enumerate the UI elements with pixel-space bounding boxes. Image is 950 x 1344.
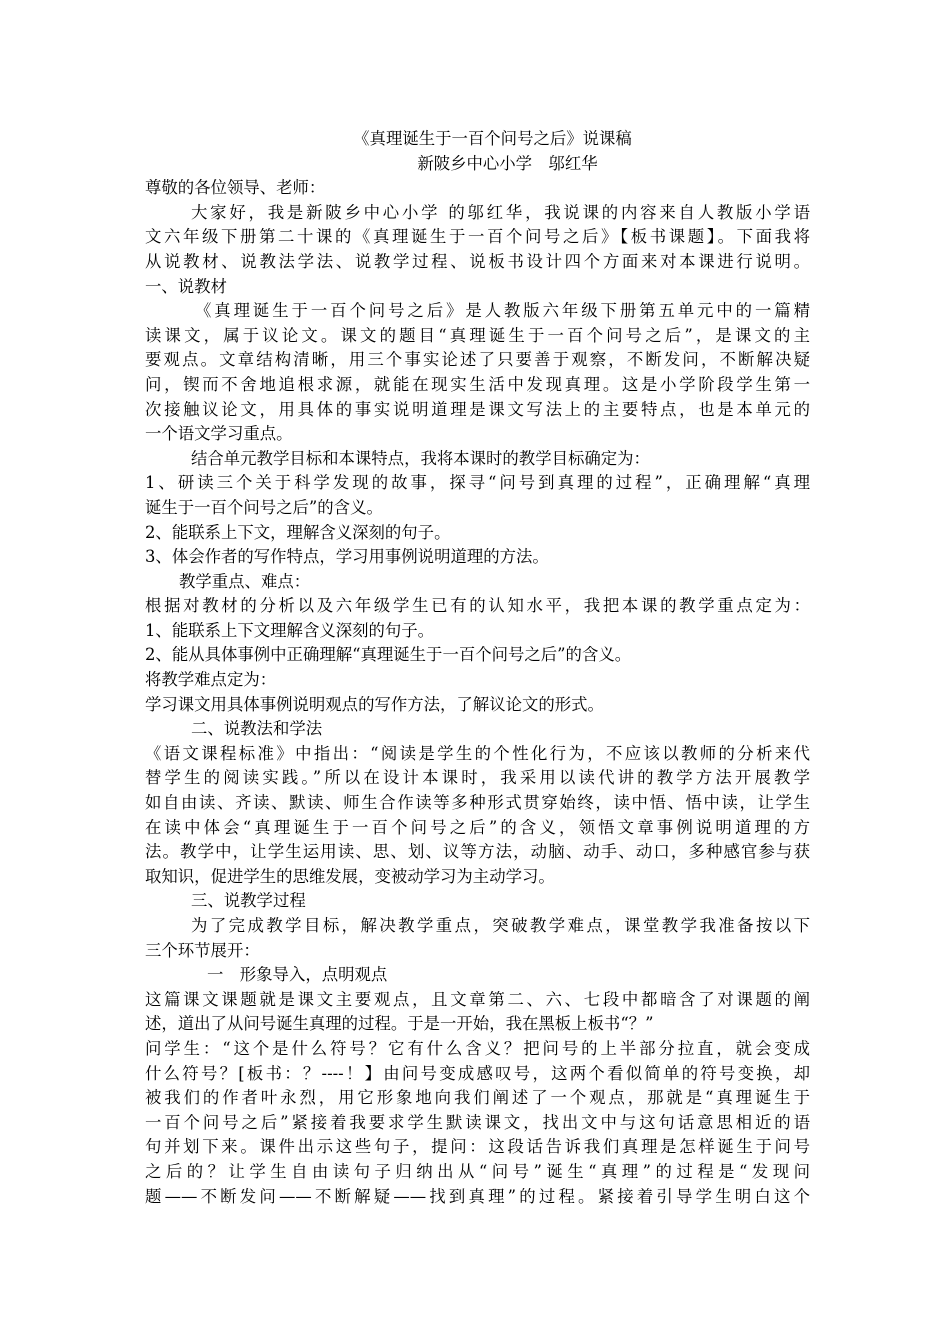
text-line: 之后的？让学生自由读句子归纳出从“问号”诞生“真理”的过程是“发现问 bbox=[145, 1161, 810, 1181]
text-line: 这篇课文课题就是课文主要观点，且文章第二、六、七段中都暗含了对课题的阐 bbox=[145, 989, 810, 1009]
text-line: 取知识，促进学生的思维发展，变被动学习为主动学习。 bbox=[145, 866, 555, 886]
text-line: 次接触议论文，用具体的事实说明道理是课文写法上的主要特点，也是本单元的 bbox=[145, 399, 810, 419]
text-line: 二、说教法和学法 bbox=[191, 719, 323, 739]
text-line: 教学重点、难点： bbox=[179, 571, 311, 591]
text-line: 问学生：“这个是什么符号？它有什么含义？把问号的上半部分拉直，就会变成 bbox=[145, 1038, 810, 1058]
text-line: 被我们的作者叶永烈，用它形象地向我们阐述了一个观点，那就是“真理诞生于 bbox=[145, 1088, 810, 1108]
text-line: 法。教学中，让学生运用读、思、划、议等方法，动脑、动手、动口，多种感官参与获 bbox=[145, 842, 810, 862]
text-line: 三、说教学过程 bbox=[191, 891, 306, 911]
text-line: 句并划下来。课件出示这些句子，提问：这段话告诉我们真理是怎样诞生于问号 bbox=[145, 1137, 810, 1157]
text-line: 述，道出了从问号诞生真理的过程。于是一开始，我在黑板上板书“？” bbox=[145, 1014, 654, 1034]
text-line: 结合单元教学目标和本课特点，我将本课时的教学目标确定为： bbox=[191, 448, 650, 468]
text-line: 3、体会作者的写作特点，学习用事例说明道理的方法。 bbox=[145, 547, 549, 567]
text-line: 学习课文用具体事例说明观点的写作方法，了解议论文的形式。 bbox=[145, 694, 604, 714]
text-line: 尊敬的各位领导、老师： bbox=[145, 178, 326, 198]
text-line: 根据对教材的分析以及六年级学生已有的认知水平，我把本课的教学重点定为： bbox=[145, 596, 810, 616]
text-line: 《语文课程标准》中指出：“阅读是学生的个性化行为，不应该以教师的分析来代 bbox=[145, 743, 810, 763]
text-line: 一 形象导入，点明观点 bbox=[207, 965, 388, 985]
text-line: 从说教材、说教法学法、说教学过程、说板书设计四个方面来对本课进行说明。 bbox=[145, 251, 810, 271]
text-line: 替学生的阅读实践。”所以在设计本课时，我采用以读代讲的教学方法开展教学 bbox=[145, 768, 810, 788]
text-line: 2、能从具体事例中正确理解“真理诞生于一百个问号之后”的含义。 bbox=[145, 645, 632, 665]
text-line: 三个环节展开： bbox=[145, 940, 260, 960]
author-line: 新陂乡中心小学 邬红华 bbox=[417, 153, 598, 173]
body-lines bbox=[145, 176, 810, 1209]
text-line: 诞生于一百个问号之后”的含义。 bbox=[145, 497, 383, 517]
text-line: 题——不断发问——不断解疑——找到真理”的过程。紧接着引导学生明白这个 bbox=[145, 1186, 810, 1206]
document-body bbox=[145, 127, 810, 1209]
text-line: 一、说教材 bbox=[145, 276, 227, 296]
text-line: 一个语文学习重点。 bbox=[145, 424, 293, 444]
text-line: 文六年级下册第二十课的《真理诞生于一百个问号之后》【板书课题】。下面我将 bbox=[145, 227, 810, 247]
text-line: 在读中体会“真理诞生于一百个问号之后”的含义，领悟文章事例说明道理的方 bbox=[145, 817, 810, 837]
text-line: 读课文，属于议论文。课文的题目“真理诞生于一百个问号之后”，是课文的主 bbox=[145, 325, 810, 345]
text-line: 问，锲而不舍地追根求源，就能在现实生活中发现真理。这是小学阶段学生第一 bbox=[145, 374, 810, 394]
text-line: 如自由读、齐读、默读、师生合作读等多种形式贯穿始终，读中悟、悟中读，让学生 bbox=[145, 793, 810, 813]
text-line: 1、能联系上下文理解含义深刻的句子。 bbox=[145, 620, 435, 640]
text-line: 一百个问号之后”紧接着我要求学生默读课文，找出文中与这句话意思相近的语 bbox=[145, 1112, 810, 1132]
text-line: 2、能联系上下文，理解含义深刻的句子。 bbox=[145, 522, 451, 542]
text-line: 什么符号？[板书：？----！】由问号变成感叹号，这两个看似简单的符号变换，却 bbox=[145, 1063, 810, 1083]
text-line: 将教学难点定为： bbox=[145, 670, 277, 690]
text-line: 要观点。文章结构清晰，用三个事实论述了只要善于观察，不断发问，不断解决疑 bbox=[145, 350, 810, 370]
text-line: 1、研读三个关于科学发现的故事，探寻“问号到真理的过程”，正确理解“真理 bbox=[145, 473, 810, 493]
text-line: 大家好，我是新陂乡中心小学 的邬红华，我说课的内容来自人教版小学语 bbox=[191, 202, 810, 222]
document-title: 《真理诞生于一百个问号之后》说课稿 bbox=[353, 129, 632, 148]
text-line: 《真理诞生于一百个问号之后》是人教版六年级下册第五单元中的一篇精 bbox=[195, 301, 810, 321]
text-line: 为了完成教学目标，解决教学重点，突破教学难点，课堂教学我准备按以下 bbox=[191, 916, 810, 935]
